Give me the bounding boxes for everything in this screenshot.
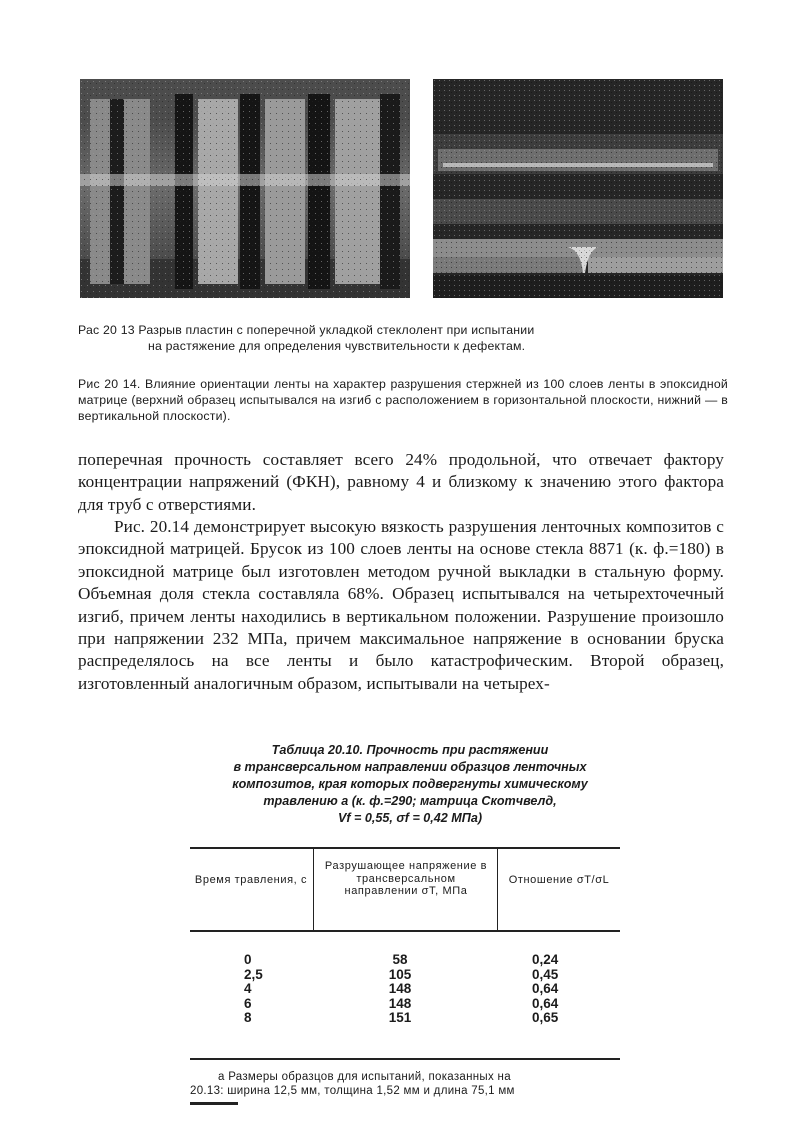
column-etching-time: [244, 953, 284, 1026]
table-cell: 0,64: [532, 981, 559, 996]
header-etching-time: Время травления, с: [194, 874, 308, 886]
body-paragraph-1: поперечная прочность составляет всего 24% продольной, что отвечает фактору концентрации напряжений (ФКН), равному 4 и близкому к значению этого фактора для труб с отверстиями.: [78, 450, 724, 514]
table-footnote-line2: 20.13: ширина 12,5 мм, толщина 1,52 мм и длина 75,1 мм: [190, 1085, 515, 1097]
column-stress-ratio: [532, 953, 582, 1026]
table-cell: 0,65: [532, 1010, 559, 1025]
table-cell: 2,5: [244, 966, 263, 982]
fracture-photo-bars: [433, 79, 723, 298]
table-title-line1: Таблица 20.10. Прочность при растяжении: [271, 743, 549, 757]
table-cell: 58: [392, 952, 408, 967]
column-transverse-stress: [380, 953, 420, 1026]
table-cell: 0,64: [532, 995, 559, 1011]
table-cell: 148: [388, 981, 412, 996]
table-cell: 0,24: [532, 952, 559, 967]
table-cell: 8: [244, 1010, 252, 1025]
table-footnote-line1: a Размеры образцов для испытаний, показанных на: [218, 1071, 511, 1083]
table-column-divider: [313, 849, 314, 930]
fracture-photo-plates: [80, 79, 410, 298]
figure-20-13-caption: [78, 322, 728, 354]
header-transverse-stress: Разрушающее напряжение в трансверсальном направлении σT, МПа: [324, 860, 488, 897]
header-stress-ratio: Отношение σT/σL: [508, 874, 610, 886]
table-bottom-rule: [190, 1058, 620, 1060]
table-column-divider: [497, 849, 498, 930]
table-cell: 0,45: [532, 966, 559, 982]
table-title-line5: Vf = 0,55, σf = 0,42 МПа): [337, 811, 483, 825]
table-header-rule: [190, 930, 620, 932]
table-title-line2: в трансверсальном направлении образцов ленточных: [233, 760, 587, 774]
table-cell: 0: [244, 952, 252, 967]
fracture-photo-plates-image: [80, 79, 410, 298]
fracture-photo-bars-image: [433, 79, 723, 298]
table-title-line3: композитов, края которых подвергнуты химическому: [232, 777, 588, 791]
table-title-line4: травлению a (к. ф.=290; матрица Скотчвелд,: [263, 794, 557, 808]
table-top-rule: [190, 847, 620, 849]
body-paragraph-2: Рис. 20.14 демонстрирует высокую вязкость разрушения ленточных композитов с эпоксидной матрицей. Брусок из 100 слоев ленты на основе стекла 8871 (к. ф.=180) в эпоксидной матрице был изготовлен методом ручной выкладки в стальную форму. Объемная доля стекла составляла 68%. Образец испытывался на четырехточечный изгиб, причем ленты находились в вертикальном положении. Разрушение произошло при напряжении 232 МПа, причем максимальное напряжение в основании бруска распределялось на все ленты и было катастрофическим. Второй образец, изготовленный аналогичным образом, испытывали на четырех-: [78, 517, 724, 693]
table-cell: 4: [244, 981, 252, 996]
table-cell: 148: [388, 995, 412, 1011]
table-cell: 151: [388, 1010, 412, 1025]
figure-20-13-caption-line1: Рас 20 13 Разрыв пластин с поперечной укладкой стеклолент при испытании: [78, 323, 535, 337]
table-20-10-title: [170, 742, 650, 827]
figure-20-14-caption: Рис 20 14. Влияние ориентации ленты на характер разрушения стержней из 100 слоев ленты в эпоксидной матрице (верхний образец испытывался на изгиб с расположением в горизонтальной плоскости, нижний — в вертикальной плоскости).: [78, 377, 728, 423]
figure-20-13-caption-line2: на растяжение для определения чувствительности к дефектам.: [148, 339, 526, 353]
table-cell: 6: [244, 995, 252, 1011]
footnote-underline: [190, 1102, 238, 1105]
table-cell: 105: [388, 966, 412, 982]
